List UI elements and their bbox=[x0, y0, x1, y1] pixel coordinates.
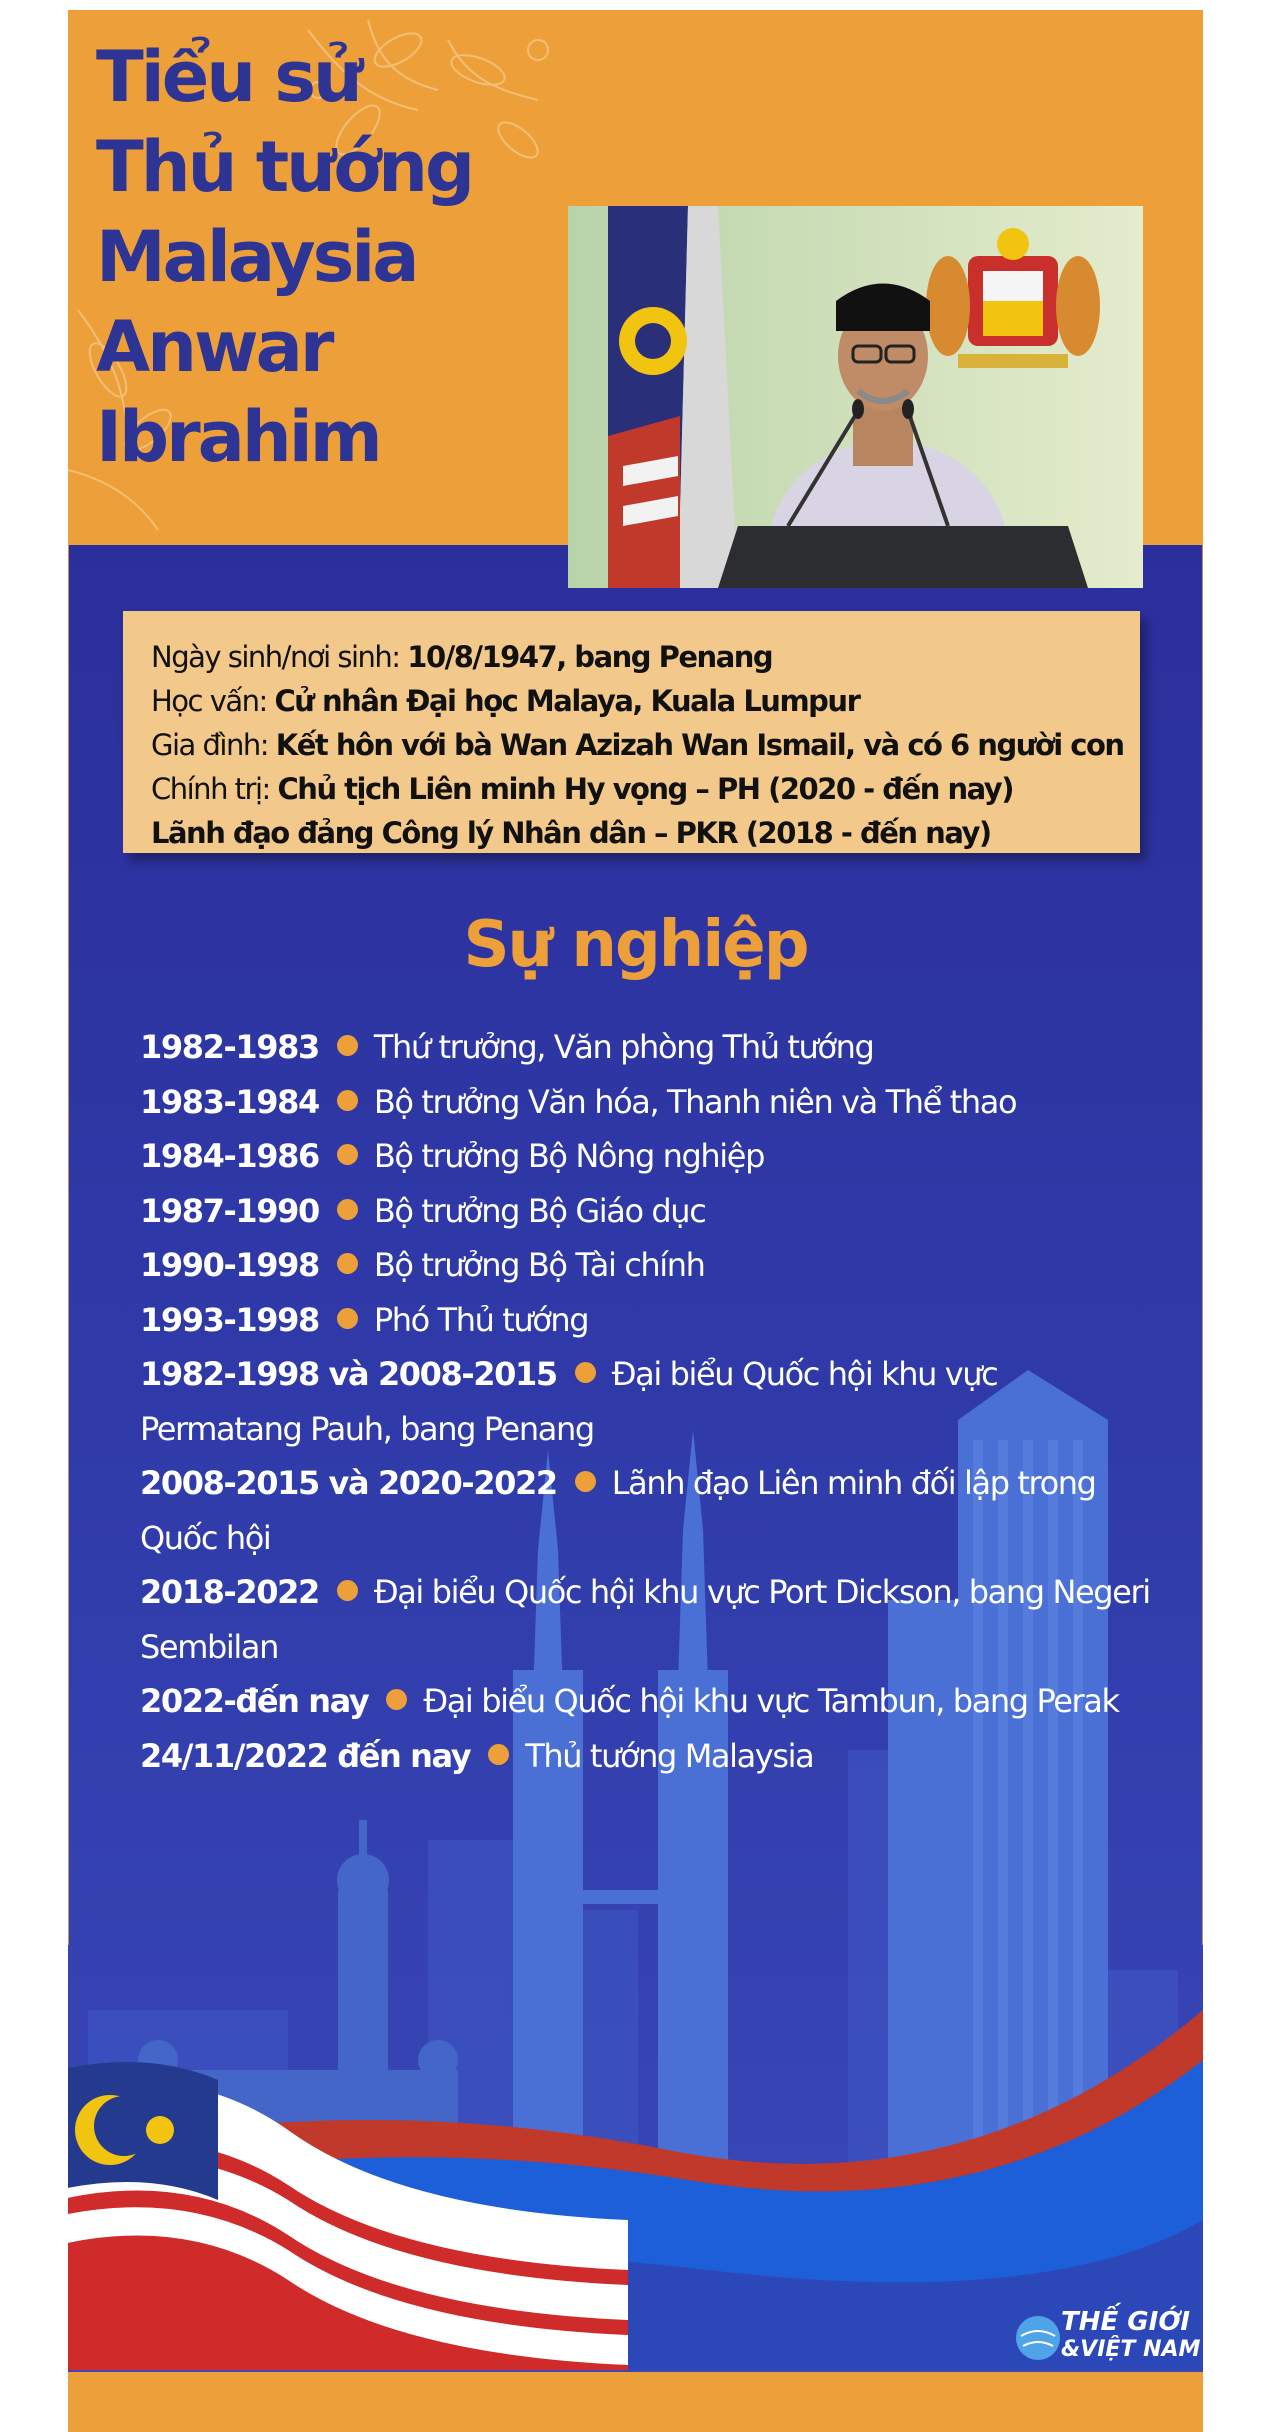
bullet-dot-icon bbox=[386, 1689, 407, 1710]
info-row-education bbox=[151, 679, 1112, 723]
the-gioi-viet-nam-logo bbox=[1013, 2298, 1203, 2368]
info-value: Cử nhân Đại học Malaya, Kuala Lumpur bbox=[274, 684, 860, 718]
career-years: 2018-2022 bbox=[140, 1573, 319, 1611]
career-item bbox=[140, 1184, 1160, 1239]
info-label: Học vấn: bbox=[151, 684, 267, 718]
bullet-dot-icon bbox=[337, 1035, 358, 1056]
title-line: Malaysia bbox=[96, 216, 417, 298]
bullet-dot-icon bbox=[337, 1090, 358, 1111]
career-text: Bộ trưởng Bộ Tài chính bbox=[373, 1246, 705, 1284]
info-value: Lãnh đạo đảng Công lý Nhân dân – PKR (2018 - đến nay) bbox=[151, 816, 991, 850]
info-row-politics bbox=[151, 767, 1112, 811]
portrait-photo bbox=[568, 206, 1143, 588]
career-item bbox=[140, 1293, 1160, 1348]
career-text: Đại biểu Quốc hội khu vực Port Dickson, bang Negeri Sembilan bbox=[140, 1573, 1150, 1666]
bullet-dot-icon bbox=[575, 1471, 596, 1492]
career-years: 1984-1986 bbox=[140, 1137, 319, 1175]
logo-line-1: THẾ GIỚI bbox=[1061, 2307, 1191, 2337]
bullet-dot-icon bbox=[337, 1144, 358, 1165]
career-years: 1982-1983 bbox=[140, 1028, 319, 1066]
career-item bbox=[140, 1347, 1160, 1456]
career-years: 1987-1990 bbox=[140, 1191, 319, 1230]
career-text: Đại biểu Quốc hội khu vực Tambun, bang Perak bbox=[423, 1682, 1119, 1720]
info-value: 10/8/1947, bang Penang bbox=[407, 640, 773, 674]
logo-line-2: &VIỆT NAM bbox=[1061, 2337, 1201, 2362]
career-text: Bộ trưởng Văn hóa, Thanh niên và Thể thao bbox=[373, 1082, 1017, 1121]
career-item bbox=[140, 1729, 1160, 1784]
info-row-birth bbox=[151, 635, 1112, 679]
page-title bbox=[96, 32, 472, 482]
infographic bbox=[68, 10, 1203, 2432]
info-row-party bbox=[151, 811, 1112, 855]
career-years: 1983-1984 bbox=[140, 1082, 319, 1121]
career-item bbox=[140, 1020, 1160, 1075]
globe-icon bbox=[1016, 2316, 1060, 2360]
portrait-illustration bbox=[568, 206, 1143, 588]
info-label: Gia đình: bbox=[151, 728, 269, 762]
career-item bbox=[140, 1456, 1160, 1565]
career-timeline bbox=[140, 1020, 1160, 1783]
career-years: 1990-1998 bbox=[140, 1246, 319, 1284]
career-text: Phó Thủ tướng bbox=[373, 1300, 589, 1339]
bullet-dot-icon bbox=[575, 1362, 596, 1383]
career-item bbox=[140, 1075, 1160, 1130]
career-item bbox=[140, 1129, 1160, 1184]
career-years: 24/11/2022 đến nay bbox=[140, 1736, 471, 1775]
career-text: Đại biểu Quốc hội khu vực Permatang Pauh, bang Penang bbox=[140, 1355, 998, 1448]
info-value: Kết hôn với bà Wan Azizah Wan Ismail, và có 6 người con bbox=[275, 728, 1124, 762]
career-item bbox=[140, 1674, 1160, 1729]
career-text: Bộ trưởng Bộ Giáo dục bbox=[373, 1191, 706, 1230]
career-text: Bộ trưởng Bộ Nông nghiệp bbox=[373, 1137, 764, 1175]
career-text: Lãnh đạo Liên minh đối lập trong Quốc hội bbox=[140, 1464, 1096, 1557]
info-label: Ngày sinh/nơi sinh: bbox=[151, 640, 400, 674]
career-item bbox=[140, 1565, 1160, 1674]
career-years: 2008-2015 và 2020-2022 bbox=[140, 1464, 557, 1502]
info-label: Chính trị: bbox=[151, 772, 270, 806]
bullet-dot-icon bbox=[337, 1308, 358, 1329]
career-text: Thứ trưởng, Văn phòng Thủ tướng bbox=[373, 1028, 874, 1066]
bio-info-box bbox=[123, 611, 1140, 853]
career-text: Thủ tướng Malaysia bbox=[525, 1736, 814, 1775]
title-line: Anwar bbox=[96, 306, 332, 388]
bullet-dot-icon bbox=[488, 1744, 509, 1765]
title-line: Tiểu sử bbox=[96, 36, 360, 118]
footer-band bbox=[68, 2372, 1203, 2432]
career-years: 1993-1998 bbox=[140, 1300, 319, 1339]
career-item bbox=[140, 1238, 1160, 1293]
bullet-dot-icon bbox=[337, 1580, 358, 1601]
title-line: Thủ tướng bbox=[96, 126, 473, 208]
career-years: 1982-1998 và 2008-2015 bbox=[140, 1355, 557, 1393]
info-value: Chủ tịch Liên minh Hy vọng – PH (2020 - đến nay) bbox=[277, 772, 1013, 806]
career-heading: Sự nghiệp bbox=[463, 908, 808, 982]
title-line: Ibrahim bbox=[96, 396, 380, 478]
bullet-dot-icon bbox=[337, 1253, 358, 1274]
info-row-family bbox=[151, 723, 1124, 767]
career-years: 2022-đến nay bbox=[140, 1682, 369, 1720]
bullet-dot-icon bbox=[337, 1199, 358, 1220]
